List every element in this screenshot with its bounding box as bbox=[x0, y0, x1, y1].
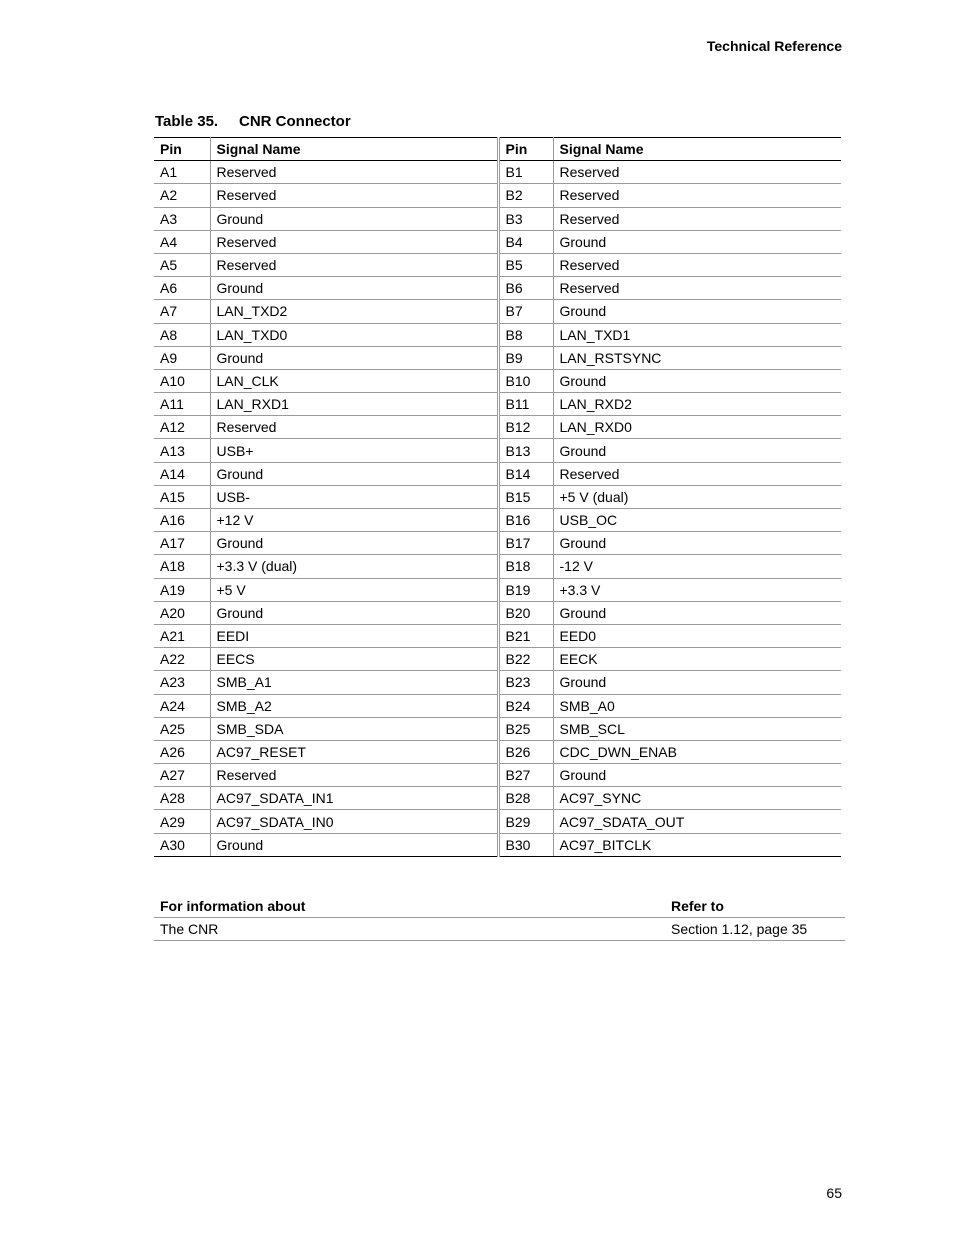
signal-b-cell: CDC_DWN_ENAB bbox=[553, 740, 841, 763]
signal-a-cell: SMB_A2 bbox=[210, 694, 498, 717]
table-row bbox=[154, 532, 841, 555]
reference-refer-cell: Section 1.12, page 35 bbox=[665, 918, 845, 941]
signal-a-cell: SMB_A1 bbox=[210, 671, 498, 694]
signal-a-cell: Reserved bbox=[210, 416, 498, 439]
signal-b-cell: SMB_A0 bbox=[553, 694, 841, 717]
signal-a-cell: EEDI bbox=[210, 624, 498, 647]
table-row bbox=[154, 416, 841, 439]
table-row bbox=[154, 717, 841, 740]
header-pin-a: Pin bbox=[154, 138, 210, 161]
pin-a-cell: A20 bbox=[154, 601, 210, 624]
pin-b-cell: B12 bbox=[498, 416, 553, 439]
pin-a-cell: A3 bbox=[154, 207, 210, 230]
table-row bbox=[154, 555, 841, 578]
signal-b-cell: EED0 bbox=[553, 624, 841, 647]
signal-a-cell: Reserved bbox=[210, 230, 498, 253]
signal-a-cell: LAN_CLK bbox=[210, 369, 498, 392]
signal-b-cell: Ground bbox=[553, 439, 841, 462]
pin-b-cell: B11 bbox=[498, 393, 553, 416]
pin-b-cell: B8 bbox=[498, 323, 553, 346]
pin-a-cell: A10 bbox=[154, 369, 210, 392]
pin-a-cell: A13 bbox=[154, 439, 210, 462]
signal-a-cell: +3.3 V (dual) bbox=[210, 555, 498, 578]
signal-a-cell: Reserved bbox=[210, 161, 498, 184]
table-row bbox=[154, 740, 841, 763]
signal-b-cell: Ground bbox=[553, 369, 841, 392]
pin-a-cell: A6 bbox=[154, 277, 210, 300]
signal-b-cell: LAN_TXD1 bbox=[553, 323, 841, 346]
table-row bbox=[154, 764, 841, 787]
signal-b-cell: +5 V (dual) bbox=[553, 485, 841, 508]
signal-b-cell: LAN_RSTSYNC bbox=[553, 346, 841, 369]
pin-b-cell: B4 bbox=[498, 230, 553, 253]
pin-b-cell: B20 bbox=[498, 601, 553, 624]
reference-row bbox=[154, 918, 845, 941]
pin-b-cell: B24 bbox=[498, 694, 553, 717]
table-row bbox=[154, 161, 841, 184]
pin-a-cell: A17 bbox=[154, 532, 210, 555]
pin-b-cell: B17 bbox=[498, 532, 553, 555]
signal-a-cell: Ground bbox=[210, 601, 498, 624]
signal-a-cell: USB+ bbox=[210, 439, 498, 462]
signal-a-cell: Ground bbox=[210, 277, 498, 300]
table-row bbox=[154, 393, 841, 416]
signal-a-cell: Ground bbox=[210, 207, 498, 230]
header-pin-b: Pin bbox=[498, 138, 553, 161]
pin-a-cell: A26 bbox=[154, 740, 210, 763]
signal-a-cell: Reserved bbox=[210, 253, 498, 276]
signal-b-cell: Ground bbox=[553, 300, 841, 323]
pin-b-cell: B9 bbox=[498, 346, 553, 369]
table-row bbox=[154, 671, 841, 694]
signal-b-cell: AC97_SDATA_OUT bbox=[553, 810, 841, 833]
signal-a-cell: Reserved bbox=[210, 764, 498, 787]
signal-b-cell: Ground bbox=[553, 671, 841, 694]
signal-b-cell: Reserved bbox=[553, 462, 841, 485]
pin-b-cell: B15 bbox=[498, 485, 553, 508]
table-row bbox=[154, 184, 841, 207]
signal-b-cell: USB_OC bbox=[553, 509, 841, 532]
pin-a-cell: A22 bbox=[154, 648, 210, 671]
table-row bbox=[154, 509, 841, 532]
pin-b-cell: B10 bbox=[498, 369, 553, 392]
signal-b-cell: Ground bbox=[553, 601, 841, 624]
pin-a-cell: A9 bbox=[154, 346, 210, 369]
pin-a-cell: A5 bbox=[154, 253, 210, 276]
signal-a-cell: LAN_TXD0 bbox=[210, 323, 498, 346]
table-row bbox=[154, 787, 841, 810]
pin-b-cell: B7 bbox=[498, 300, 553, 323]
pin-b-cell: B16 bbox=[498, 509, 553, 532]
pin-a-cell: A28 bbox=[154, 787, 210, 810]
pin-a-cell: A23 bbox=[154, 671, 210, 694]
signal-b-cell: Reserved bbox=[553, 161, 841, 184]
signal-b-cell: Reserved bbox=[553, 277, 841, 300]
signal-a-cell: AC97_SDATA_IN0 bbox=[210, 810, 498, 833]
signal-b-cell: Ground bbox=[553, 230, 841, 253]
signal-b-cell: AC97_BITCLK bbox=[553, 833, 841, 856]
pin-a-cell: A24 bbox=[154, 694, 210, 717]
pin-a-cell: A27 bbox=[154, 764, 210, 787]
header-signal-b: Signal Name bbox=[553, 138, 841, 161]
pin-b-cell: B14 bbox=[498, 462, 553, 485]
pin-a-cell: A2 bbox=[154, 184, 210, 207]
pin-b-cell: B29 bbox=[498, 810, 553, 833]
pin-b-cell: B25 bbox=[498, 717, 553, 740]
signal-a-cell: LAN_TXD2 bbox=[210, 300, 498, 323]
pin-b-cell: B19 bbox=[498, 578, 553, 601]
signal-a-cell: +12 V bbox=[210, 509, 498, 532]
table-row bbox=[154, 485, 841, 508]
table-row bbox=[154, 578, 841, 601]
pin-a-cell: A14 bbox=[154, 462, 210, 485]
table-row bbox=[154, 277, 841, 300]
reference-table bbox=[154, 895, 845, 941]
pin-a-cell: A16 bbox=[154, 509, 210, 532]
pin-a-cell: A7 bbox=[154, 300, 210, 323]
table-row bbox=[154, 810, 841, 833]
table-row bbox=[154, 369, 841, 392]
running-header: Technical Reference bbox=[706, 38, 842, 54]
reference-about-cell: The CNR bbox=[154, 918, 665, 941]
pin-a-cell: A8 bbox=[154, 323, 210, 346]
table-row bbox=[154, 230, 841, 253]
signal-a-cell: Ground bbox=[210, 833, 498, 856]
pin-a-cell: A25 bbox=[154, 717, 210, 740]
pin-b-cell: B21 bbox=[498, 624, 553, 647]
table-row bbox=[154, 439, 841, 462]
pin-a-cell: A11 bbox=[154, 393, 210, 416]
table-row bbox=[154, 694, 841, 717]
signal-b-cell: LAN_RXD2 bbox=[553, 393, 841, 416]
signal-a-cell: USB- bbox=[210, 485, 498, 508]
pin-a-cell: A1 bbox=[154, 161, 210, 184]
table-row bbox=[154, 648, 841, 671]
pin-a-cell: A29 bbox=[154, 810, 210, 833]
pin-b-cell: B30 bbox=[498, 833, 553, 856]
pin-b-cell: B6 bbox=[498, 277, 553, 300]
table-row bbox=[154, 601, 841, 624]
signal-b-cell: Reserved bbox=[553, 253, 841, 276]
pin-b-cell: B22 bbox=[498, 648, 553, 671]
reference-header-about: For information about bbox=[154, 895, 665, 918]
table-caption-number: Table 35. bbox=[155, 113, 219, 130]
pin-b-cell: B26 bbox=[498, 740, 553, 763]
signal-b-cell: -12 V bbox=[553, 555, 841, 578]
reference-header-row bbox=[154, 895, 845, 918]
pin-b-cell: B2 bbox=[498, 184, 553, 207]
pin-b-cell: B27 bbox=[498, 764, 553, 787]
pin-a-cell: A19 bbox=[154, 578, 210, 601]
pin-b-cell: B23 bbox=[498, 671, 553, 694]
signal-a-cell: AC97_RESET bbox=[210, 740, 498, 763]
pin-a-cell: A15 bbox=[154, 485, 210, 508]
signal-a-cell: LAN_RXD1 bbox=[210, 393, 498, 416]
signal-a-cell: Reserved bbox=[210, 184, 498, 207]
signal-a-cell: EECS bbox=[210, 648, 498, 671]
signal-b-cell: EECK bbox=[553, 648, 841, 671]
signal-a-cell: AC97_SDATA_IN1 bbox=[210, 787, 498, 810]
signal-b-cell: Reserved bbox=[553, 207, 841, 230]
signal-b-cell: LAN_RXD0 bbox=[553, 416, 841, 439]
signal-b-cell: SMB_SCL bbox=[553, 717, 841, 740]
reference-body bbox=[154, 918, 845, 941]
pin-a-cell: A30 bbox=[154, 833, 210, 856]
signal-b-cell: Ground bbox=[553, 532, 841, 555]
signal-a-cell: Ground bbox=[210, 462, 498, 485]
signal-a-cell: Ground bbox=[210, 532, 498, 555]
pin-b-cell: B1 bbox=[498, 161, 553, 184]
table-row bbox=[154, 346, 841, 369]
table-header-row bbox=[154, 138, 841, 161]
signal-b-cell: +3.3 V bbox=[553, 578, 841, 601]
signal-a-cell: +5 V bbox=[210, 578, 498, 601]
table-row bbox=[154, 323, 841, 346]
header-signal-a: Signal Name bbox=[210, 138, 498, 161]
pin-b-cell: B13 bbox=[498, 439, 553, 462]
pin-a-cell: A18 bbox=[154, 555, 210, 578]
cnr-connector-table bbox=[154, 137, 841, 857]
pin-a-cell: A12 bbox=[154, 416, 210, 439]
signal-b-cell: Reserved bbox=[553, 184, 841, 207]
pin-a-cell: A4 bbox=[154, 230, 210, 253]
table-row bbox=[154, 462, 841, 485]
signal-b-cell: AC97_SYNC bbox=[553, 787, 841, 810]
reference-header-refer: Refer to bbox=[665, 895, 845, 918]
table-row bbox=[154, 207, 841, 230]
table-caption bbox=[155, 113, 351, 130]
pin-b-cell: B28 bbox=[498, 787, 553, 810]
signal-a-cell: SMB_SDA bbox=[210, 717, 498, 740]
table-row bbox=[154, 833, 841, 856]
pin-b-cell: B18 bbox=[498, 555, 553, 578]
table-row bbox=[154, 253, 841, 276]
pin-b-cell: B5 bbox=[498, 253, 553, 276]
table-body bbox=[154, 161, 841, 857]
table-caption-title: CNR Connector bbox=[239, 113, 351, 130]
table-row bbox=[154, 624, 841, 647]
table-row bbox=[154, 300, 841, 323]
pin-b-cell: B3 bbox=[498, 207, 553, 230]
signal-b-cell: Ground bbox=[553, 764, 841, 787]
page-number: 65 bbox=[826, 1185, 842, 1201]
pin-a-cell: A21 bbox=[154, 624, 210, 647]
signal-a-cell: Ground bbox=[210, 346, 498, 369]
